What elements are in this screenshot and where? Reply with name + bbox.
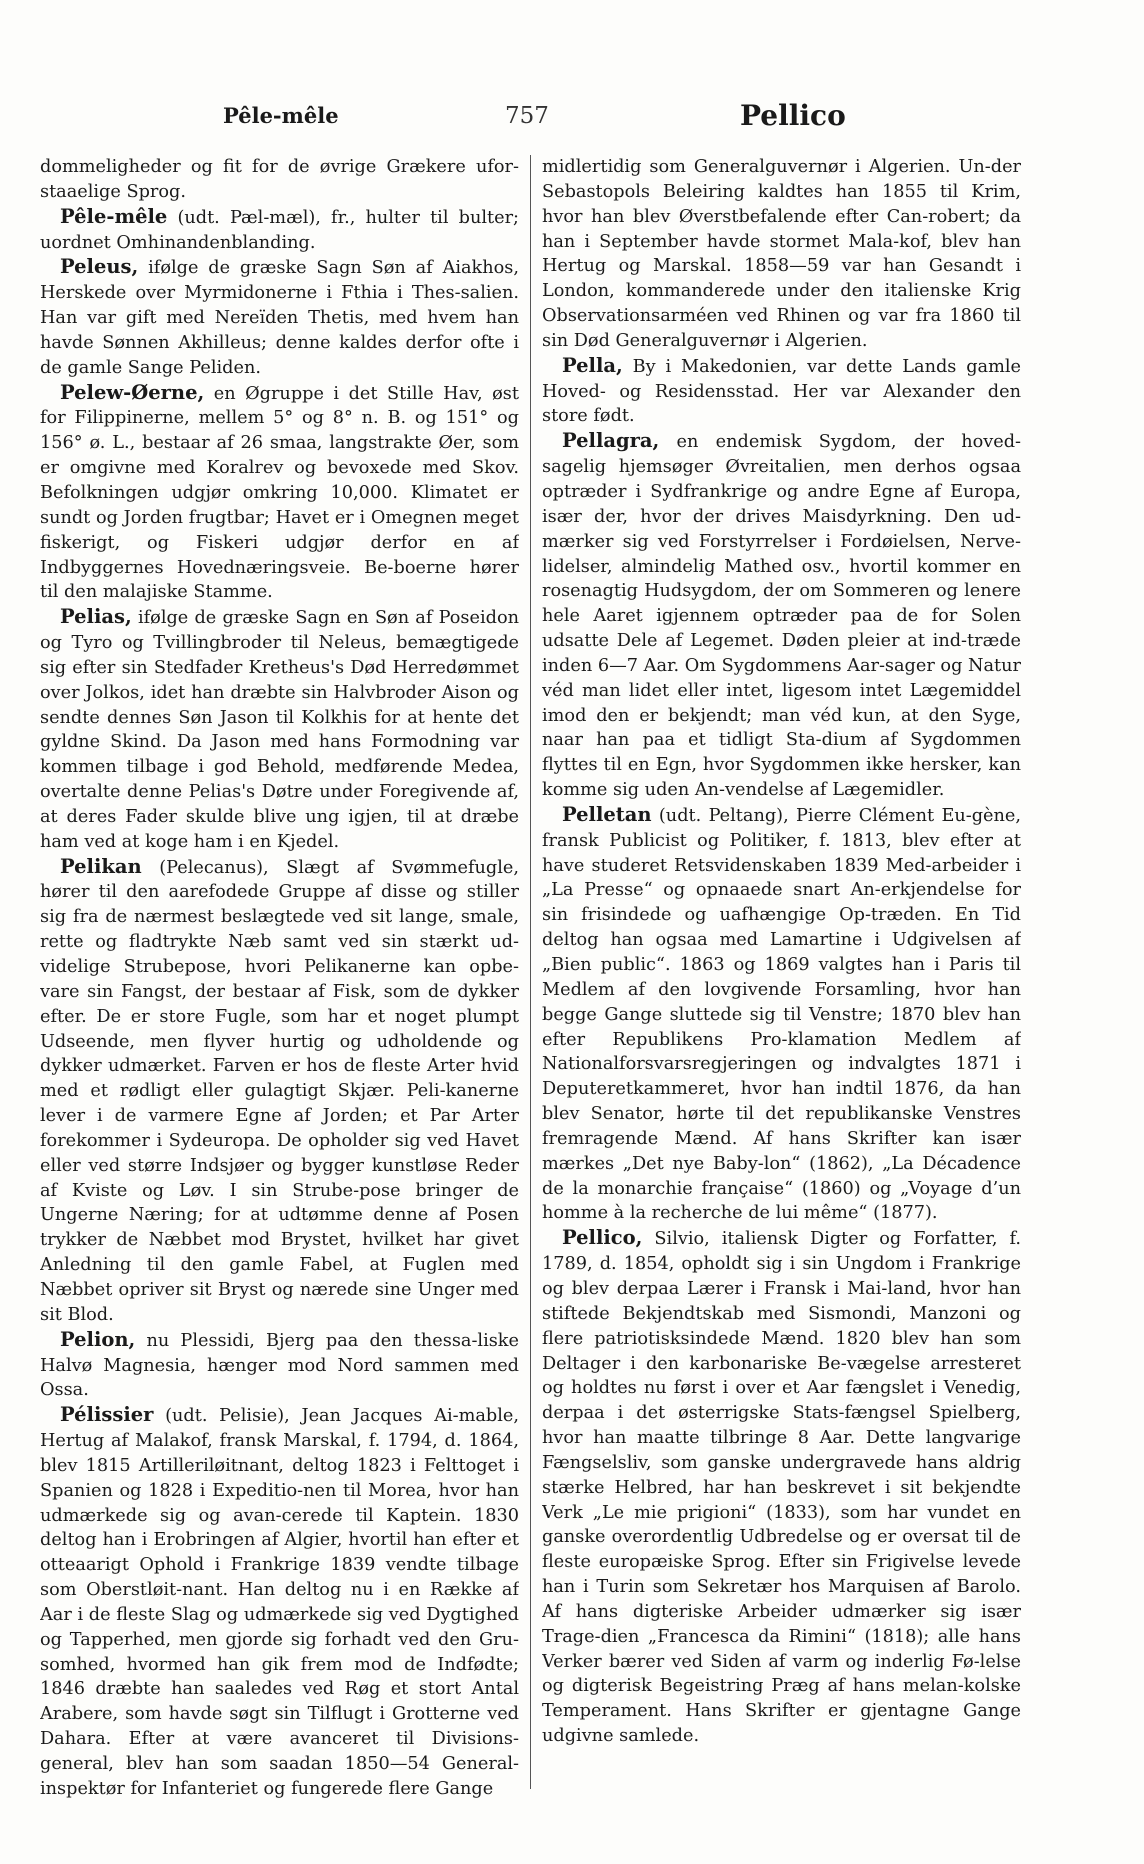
headword: Pellico, <box>562 1226 643 1250</box>
entry-pelew-oerne <box>40 381 519 606</box>
running-header <box>40 95 1104 135</box>
entry-text: ifølge de græske Sagn Søn af Aiakhos, Herskede over Myrmidonerne i Fthia i Thes-salien. Han var gift med Nereïden Thetis, med hvem han havde Sønnen Akhilleus; denne kaldes derfor ofte i de gamle Sange Peliden. <box>40 258 519 378</box>
entry-pele-mele <box>40 205 519 256</box>
entry-text: By i Makedonien, var dette Lands gamle Hoved- og Residensstad. Her var Alexander den store født. <box>542 356 1021 427</box>
entry-pellico <box>542 1226 1021 1749</box>
entry-text: (udt. Peltang), Pierre Clément Eu-gène, fransk Publicist og Politiker, f. 1813, blev efter at have studeret Retsvidenskaben 1839 Med-arbeider i „La Presse“ og opnaaede snart An-erkjendelse for sin frisindede og uafhængige Op-træden. En Tid deltog han ogsaa med Lamartine i Udgivelsen af „Bien public“. 1863 og 1869 valgtes han i Paris til Medlem af den lovgivende Forsamling, hvor han begge Gange sluttede sig til Venstre; 1870 blev han efter Republikens Pro-klamation Medlem af Nationalforsvarsregjeringen og indvalgtes 1871 i Deputeretkammeret, hvor han indtil 1876, da han blev Senator, hørte til det republikanske Venstres fremragende Mænd. Af hans Skrifter kan især mærkes „Det nye Baby-lon“ (1862), „La Décadence de la monarchie française“ (1860) og „Voyage d’un homme à la recherche de lui même“ (1877). <box>542 805 1021 1224</box>
headword: Peleus, <box>60 255 139 279</box>
entry-text: (udt. Pelisie), Jean Jacques Ai-mable, Hertug af Malakof, fransk Marskal, f. 1794, d. 1864, blev 1815 Artilleriløitnant, deltog 1823 i Felttoget i Spanien og 1828 i Expeditio-nen til Morea, hvor han udmærkede sig og avan-cerede til Kaptein. 1830 deltog han i Erobringen af Algier, hvortil han efter et otteaarigt Ophold i Frankrige 1839 vendte tilbage som Oberstløit-nant. Han deltog nu i en Række af Aar i de fleste Slag og udmærkede sig ved Dygtighed og Tapperhed, men gjorde sig forhadt ved den Gru-somhed, hvormed han gik frem mod de Indfødte; 1846 dræbte han saaledes ved Røg et stort Antal Arabere, som havde søgt sin Tilflugt i Grotterne ved Dahara. Efter at være avanceret til Divisions-general, blev han som saadan 1850—54 General-inspektør for Infanteriet og fungerede flere Gange <box>40 1406 519 1799</box>
headword: Pellagra, <box>562 429 660 453</box>
entry-text: Silvio, italiensk Digter og Forfatter, f. 1789, d. 1854, opholdt sig i sin Ungdom i Frankrige og blev derpaa Lærer i Fransk i Mai-land, hvor han stiftede Bekjendtskab med Sismondi, Manzoni og flere patriotisksindede Mænd. 1820 blev han som Deltager i den karbonariske Be-vægelse arresteret og holdtes nu først i over et Aar fængslet i Venedig, derpaa i det østerrigske Stats-fængsel Spielberg, hvor han maatte tilbringe 8 Aar. Dette langvarige Fængselsliv, som ganske undergravede hans aldrig stærke Helbred, har han beskrevet i sit bekjendte Verk „Le mie prigioni“ (1833), som har vundet en ganske overordentlig Udbredelse og er oversat til de fleste europæiske Sprog. Efter sin Frigivelse levede han i Turin som Sekretær hos Marquisen af Barolo. Af hans digteriske Arbeider udmærker sig især Trage-dien „Francesca da Rimini“ (1818); alle hans Verker bærer ved Siden af varm og inderlig Fø-lelse og digterisk Begeistring Præg af hans melan-kolske Temperament. Hans Skrifter er gjentagne Gange udgivne samlede. <box>542 1229 1021 1747</box>
entry-text: (Pelecanus), Slægt af Svømmefugle, hører til den aarefodede Gruppe af disse og stiller sig fra de nærmest beslægtede ved sit lange, smale, rette og fladtrykte Næb samt ved sin stærkt ud-videlige Strubepose, hvori Pelikanerne kan opbe-vare sin Fangst, der bestaar af Fisk, som de dykker efter. De er store Fugle, som har et noget plumpt Udseende, men flyver hurtig og udholdende og dykker udmærket. Farven er hos de fleste Arter hvid med et rødligt eller gulagtigt Skjær. Peli-kanerne lever i de varmere Egne af Jorden; et Par Arter forekommer i Sydeuropa. De opholder sig ved Havet eller ved større Indsjøer og bygger kunstløse Reder af Kviste og Løv. I sin Strube-pose bringer de Ungerne Næring; for at udtømme denne af Posen trykker de Næbbet mod Brystet, hvilket har givet Anledning til den gamle Fabel, at Fuglen med Næbbet opriver sit Bryst og nærede sine Unger med sit Blod. <box>40 857 519 1325</box>
entry-pelletan <box>542 803 1021 1226</box>
headword: Pelew-Øerne, <box>60 380 205 404</box>
headword: Pelletan <box>562 802 652 826</box>
entry-continuation: dommeligheder og fit for de øvrige Grækere ufor-staaelige Sprog. <box>40 157 519 202</box>
headword: Pêle-mêle <box>60 204 168 228</box>
header-right-catchword: Pellico <box>740 99 846 132</box>
entry-text: en Øgruppe i det Stille Hav, øst for Filippinerne, mellem 5° og 8° n. B. og 151° og 156° ø. L., bestaar af 26 smaa, langstrakte Øer, som er omgivne med Koralrev og bevoxede med Skov. Befolkningen udgjør omkring 10,000. Klimatet er sundt og Jorden frugtbar; Havet er i Omegnen meget fiskerigt, og Fiskeri udgjør derfor en af Indbyggernes Hovednæringsveie. Be-boerne hører til den malajiske Stamme. <box>40 383 519 603</box>
headword: Pella, <box>562 353 623 377</box>
entry-text: (udt. Pæl-mæl), fr., hulter til bulter; uordnet Omhinandenblanding. <box>40 207 519 253</box>
entry-pelissier <box>40 1403 519 1802</box>
entry-peleus <box>40 255 519 380</box>
headword: Pélissier <box>60 1403 154 1427</box>
left-column <box>40 155 519 1820</box>
header-left-catchword: Pêle-mêle <box>223 103 339 128</box>
headword: Pelias, <box>60 605 132 629</box>
headword: Pelion, <box>60 1327 136 1351</box>
entry-pella <box>542 354 1021 430</box>
right-column <box>542 155 1021 1820</box>
entry-pelikan <box>40 855 519 1328</box>
entry-text: ifølge de græske Sagn en Søn af Poseidon og Tyro og Tvillingbroder til Neleus, bemægtigede sig efter sin Stedfader Kretheus's Død Herredømmet over Jolkos, idet han dræbte sin Halvbroder Aison og sendte dennes Søn Jason til Kolkhis for at hente det gyldne Skind. Da Jason med hans Formodning var kommen tilbage i god Behold, medførende Medea, overtalte denne Pelias's Døtre under Foregivende af, at deres Fader skulde blive ung igjen, til at dræbe ham ved at koge ham i en Kjedel. <box>40 608 519 852</box>
page-number: 757 <box>505 103 549 129</box>
entry-pelias <box>40 605 519 854</box>
entry-text: nu Plessidi, Bjerg paa den thessa-liske Halvø Magnesia, hænger mod Nord sammen med Ossa. <box>40 1330 519 1401</box>
headword: Pelikan <box>60 854 142 878</box>
entry-text: en endemisk Sygdom, der hoved-sagelig hjemsøger Øvreitalien, men derhos ogsaa optræder i Sydfrankrige og andre Egne af Europa, især der, hvor der drives Maisdyrkning. Den ud-mærker sig ved Forstyrrelser i Fordøielsen, Nerve-lidelser, almindelig Mathed osv., hvortil kommer en rosenagtig Hudsygdom, der om Sommeren og lenere hele Aaret igjennem optræder paa de for Solen udsatte Dele af Legemet. Døden pleier at ind-træde inden 6—7 Aar. Om Sygdommens Aar-sager og Natur véd man lidet eller intet, ligesom intet Lægemiddel imod den er bekjendt; man véd kun, at den Syge, naar han paa et tidligt Sta-dium af Sygdommen flyttes til en Egn, hvor Sygdommen ikke hersker, kan komme sig uden An-vendelse af Lægemidler. <box>542 432 1021 801</box>
column-divider <box>530 155 531 1789</box>
entry-pelion <box>40 1328 519 1404</box>
entry-continuation: midlertidig som Generalguvernør i Algerien. Un-der Sebastopols Beleiring kaldtes han 1855 til Krim, hvor han blev Øverstbefalende efter Can-robert; da han i September havde stormet Mala-kof, blev han Hertug og Marskal. 1858—59 var han Gesandt i London, kommanderede under den italienske Krig Observationsarméen ved Rhinen og var fra 1860 til sin Død Generalguvernør i Algerien. <box>542 157 1021 351</box>
entry-pellagra <box>542 429 1021 803</box>
